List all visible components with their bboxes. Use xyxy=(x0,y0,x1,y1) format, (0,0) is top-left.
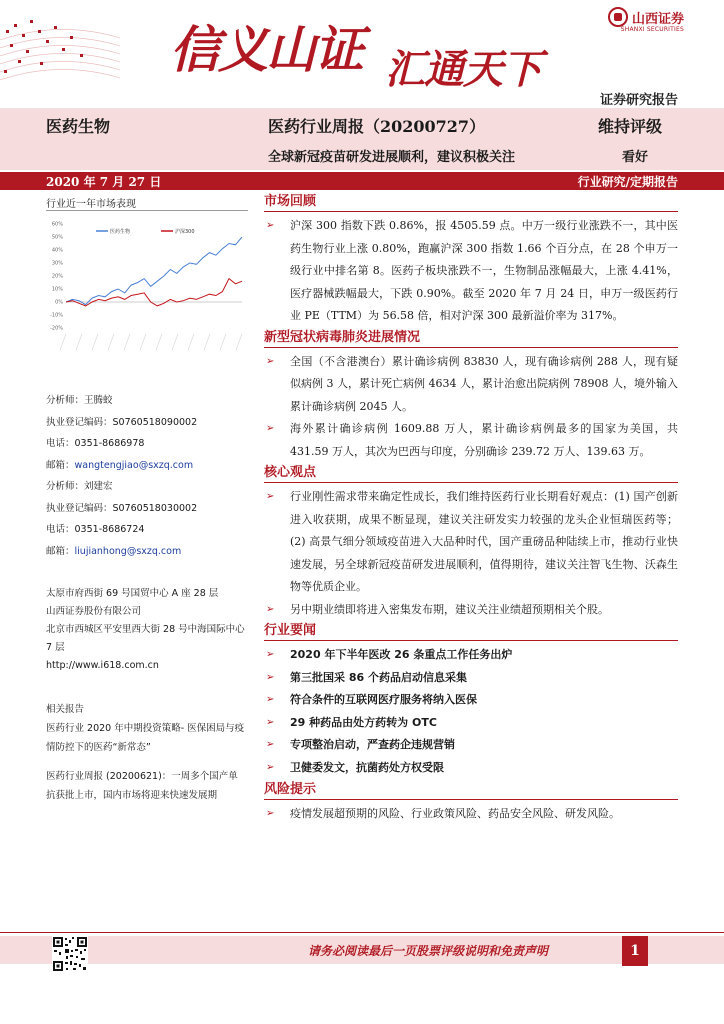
field-label: 执业登记编码： xyxy=(46,416,113,428)
arrow-bullet-icon: ➢ xyxy=(266,603,275,615)
section-divider xyxy=(264,211,678,212)
section-title: 行业要闻 xyxy=(264,623,317,638)
bullet-item xyxy=(264,803,678,826)
x-tick-mark xyxy=(188,334,194,350)
x-tick-mark xyxy=(124,334,130,350)
section-market xyxy=(264,193,678,328)
y-tick-label: 50% xyxy=(51,234,63,241)
arrow-bullet-icon: ➢ xyxy=(266,716,275,728)
main-content xyxy=(264,192,678,825)
analyst-row xyxy=(46,498,246,520)
y-tick-label: -20% xyxy=(50,325,63,332)
report-subtitle: 全球新冠疫苗研发进展顺利，建议积极关注 xyxy=(268,150,516,165)
bullet-item xyxy=(264,215,678,328)
y-tick-label: 40% xyxy=(51,247,63,254)
market-performance-chart xyxy=(46,216,248,358)
report-title: 医药行业周报（20200727） xyxy=(268,117,486,136)
news-headline: 第三批国采 86 个药品启动信息采集 xyxy=(290,670,467,684)
section-divider xyxy=(264,799,678,800)
section-divider xyxy=(264,347,678,348)
arrow-bullet-icon: ➢ xyxy=(266,355,275,367)
legend-label-index: 沪深300 xyxy=(175,229,195,235)
email-link[interactable]: liujianhong@sxzq.com xyxy=(74,545,182,557)
news-item xyxy=(264,757,678,780)
related-title: 相关报告 xyxy=(46,704,85,715)
arrow-bullet-icon: ➢ xyxy=(266,739,275,751)
disclaimer-text: 请务必阅读最后一页股票评级说明和免责声明 xyxy=(308,944,549,958)
bullet-text: 海外累计确诊病例 1609.88 万人，累计确诊病例最多的国家为美国，共 431.59 万人，其次为巴西与印度，分别确诊 239.72 万人、139.63 万。 xyxy=(290,422,678,458)
analyst-row xyxy=(46,433,246,455)
y-tick-label: -10% xyxy=(50,312,63,319)
bullet-item xyxy=(264,599,678,622)
brand-name: 山西证券 xyxy=(631,11,684,27)
arrow-bullet-icon: ➢ xyxy=(266,671,275,683)
news-headline: 卫健委发文，抗菌药处方权受限 xyxy=(290,760,444,774)
analyst-name: 王腾蛟 xyxy=(84,395,113,406)
chart-title: 行业近一年市场表现 xyxy=(46,199,136,210)
sector-name: 医药生物 xyxy=(46,117,111,136)
related-reports xyxy=(46,700,246,815)
field-label: 邮箱： xyxy=(46,545,75,557)
x-tick-mark xyxy=(156,334,162,350)
legend-label-industry: 医药生物 xyxy=(110,229,131,235)
section-news xyxy=(264,622,678,780)
bullet-text: 疫情发展超预期的风险、行业政策风险、药品安全风险、研发风险。 xyxy=(290,806,620,820)
news-item xyxy=(264,712,678,735)
news-headline: 符合条件的互联网医疗服务将纳入医保 xyxy=(290,693,477,707)
slogan-main: 信义山证 xyxy=(170,20,362,79)
arrow-bullet-icon: ➢ xyxy=(266,694,275,706)
section-divider xyxy=(264,640,678,641)
header-banner xyxy=(0,0,724,110)
bullet-item xyxy=(264,418,678,463)
x-tick-mark xyxy=(220,334,226,350)
license-code: S0760518030002 xyxy=(112,502,198,514)
bullet-text: 沪深 300 指数下跌 0.86%，报 4505.59 点。中万一级行业涨跌不一，其中医药生物行业上涨 0.80%，跑赢沪深 300 指数 1.66 个百分点，在 28 个申万一级行业中排名第 8。医药子板块涨跌不一，生物制品涨幅最大，上涨 4.41%，医疗器械跌幅最大，下跌 0.90%。截至 2020 年 7 月 24 日，申万一级医药行业 PE（TTM）为 56.58 倍，相对沪深 300 最新溢价率为 317%。 xyxy=(290,219,678,322)
address-line: 北京市西城区平安里西大街 28 号中海国际中心 7 层 xyxy=(46,624,245,653)
license-code: S0760518090002 xyxy=(112,416,198,428)
section-risk xyxy=(264,781,678,826)
section-title: 市场回顾 xyxy=(264,194,317,209)
website-link[interactable]: http://www.i618.com.cn xyxy=(46,660,159,671)
analyst-row xyxy=(46,390,246,412)
analyst-row xyxy=(46,412,246,434)
arrow-bullet-icon: ➢ xyxy=(266,761,275,773)
news-item xyxy=(264,734,678,757)
news-headline: 专项整治启动，严查药企违规营销 xyxy=(290,738,455,752)
x-tick-mark xyxy=(92,334,98,350)
news-headline: 29 种药品由处方药转为 OTC xyxy=(290,715,437,729)
phone-number: 0351-8686724 xyxy=(74,524,145,535)
series-line-industry xyxy=(66,237,242,305)
related-report-link[interactable]: 医药行业 2020 年中期投资策略- 医保困局与疫情防控下的医药“新常态” xyxy=(46,723,245,753)
qr-code-icon xyxy=(52,936,88,972)
news-item xyxy=(264,689,678,712)
email-link[interactable]: wangtengjiao@sxzq.com xyxy=(74,459,194,471)
x-tick-mark xyxy=(140,334,146,350)
section-covid xyxy=(264,329,678,464)
analyst-info xyxy=(46,390,246,562)
y-tick-label: 10% xyxy=(51,286,63,293)
arrow-bullet-icon: ➢ xyxy=(266,807,275,819)
field-label: 邮箱： xyxy=(46,459,75,471)
x-tick-mark xyxy=(108,334,114,350)
section-title: 新型冠状病毒肺炎进展情况 xyxy=(264,329,421,345)
arrow-bullet-icon: ➢ xyxy=(266,220,275,231)
arrow-bullet-icon: ➢ xyxy=(266,649,275,660)
x-tick-mark xyxy=(60,334,66,350)
news-item xyxy=(264,644,678,667)
section-title: 核心观点 xyxy=(264,465,317,480)
bullet-item xyxy=(264,351,678,419)
section-divider xyxy=(264,482,678,483)
analyst-row xyxy=(46,541,246,563)
x-tick-mark xyxy=(172,334,178,350)
footer-divider xyxy=(0,932,724,933)
address-line: 太原市府西街 69 号国贸中心 A 座 28 层 xyxy=(46,588,219,599)
section-view xyxy=(264,464,678,621)
field-label: 执业登记编码： xyxy=(46,502,113,514)
field-label: 分析师： xyxy=(46,395,85,406)
phone-number: 0351-8686978 xyxy=(74,438,145,449)
bullet-text: 另中期业绩即将进入密集发布期，建议关注业绩超预期相关个股。 xyxy=(290,602,609,616)
analyst-row xyxy=(46,519,246,541)
page-number: 1 xyxy=(622,936,648,966)
rating-label: 维持评级 xyxy=(598,117,663,136)
news-headline: 2020 年下半年医改 26 条重点工作任务出炉 xyxy=(290,648,513,661)
divider xyxy=(46,210,248,211)
analyst-name: 刘建宏 xyxy=(84,481,113,492)
related-report-link[interactable]: 医药行业周报 (20200621)：一周多个国产单抗获批上市，国内市场将迎来快速发展期 xyxy=(46,771,238,801)
analyst-row xyxy=(46,476,246,498)
rating-value: 看好 xyxy=(622,150,649,165)
report-tag: 证券研究报告 xyxy=(599,93,678,108)
company-address xyxy=(46,585,246,675)
news-item xyxy=(264,667,678,690)
field-label: 电话： xyxy=(46,524,75,535)
y-tick-label: 30% xyxy=(51,260,63,267)
section-title: 风险提示 xyxy=(264,781,317,797)
arrow-bullet-icon: ➢ xyxy=(266,423,275,434)
field-label: 分析师： xyxy=(46,481,85,492)
report-type: 行业研究/定期报告 xyxy=(577,175,678,189)
report-date: 2020 年 7 月 27 日 xyxy=(46,175,162,189)
x-tick-mark xyxy=(204,334,210,350)
bullet-item xyxy=(264,486,678,599)
y-tick-label: 20% xyxy=(51,273,63,280)
analyst-row xyxy=(46,455,246,477)
arrow-bullet-icon: ➢ xyxy=(266,491,275,502)
y-tick-label: 0% xyxy=(55,299,63,306)
company-name: 山西证券股份有限公司 xyxy=(46,606,142,617)
x-tick-mark xyxy=(76,334,82,350)
slogan-sub: 汇通天下 xyxy=(385,46,541,93)
field-label: 电话： xyxy=(46,438,75,449)
bullet-text: 全国（不含港澳台）累计确诊病例 83830 人，现有确诊病例 288 人，现有疑似病例 3 人，累计死亡病例 4634 人，累计治愈出院病例 78908 人，境外输入累计确诊病例 2045 人。 xyxy=(290,354,678,413)
brand-name-en: SHANXI SECURITIES xyxy=(620,26,684,33)
bullet-text: 行业刚性需求带来确定性成长，我们维持医药行业长期看好观点：(1) 国产创新进入收获期，成果不断显现，建议关注研发实力较强的龙头企业恒瑞医药等；(2) 高景气细分领域疫苗进入大品种时代，国产重磅品种陆续上市，推动行业快速发展，另全球新冠疫苗研发进展顺利，值得期待，建议关注智飞生物、沃森生物等优质企业。 xyxy=(290,490,678,593)
brand-logo-icon xyxy=(608,7,628,27)
x-tick-mark xyxy=(236,334,242,350)
y-tick-label: 60% xyxy=(51,221,63,228)
brand-logo xyxy=(608,7,684,27)
